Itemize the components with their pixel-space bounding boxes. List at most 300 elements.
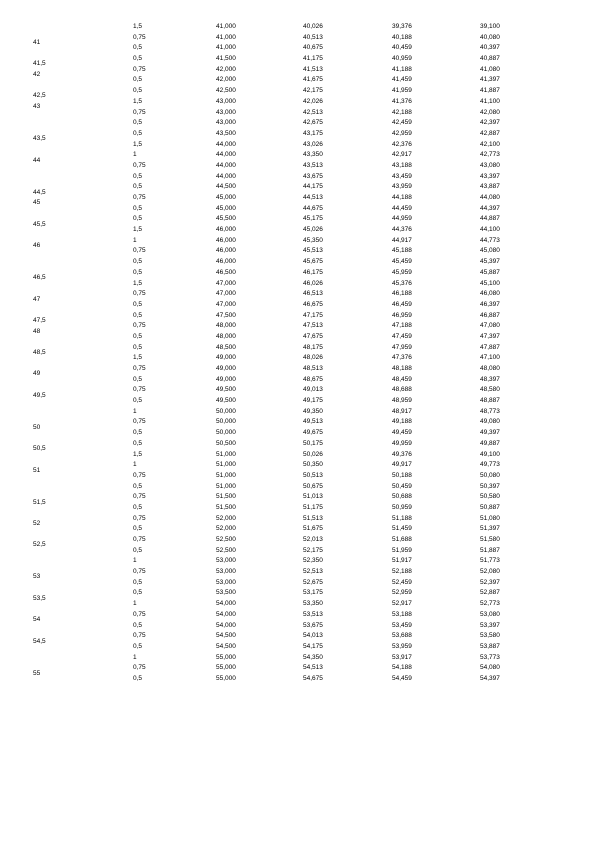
major-diameter-cell: 43,000 bbox=[216, 119, 236, 127]
pitch-cell: 0,5 bbox=[133, 300, 143, 308]
major-diameter-cell: 47,000 bbox=[216, 300, 236, 308]
minor-diameter-a-cell: 45,188 bbox=[392, 247, 412, 255]
pitch-diameter-cell: 54,675 bbox=[303, 674, 323, 682]
table-row bbox=[0, 279, 595, 290]
minor-diameter-a-cell: 46,188 bbox=[392, 290, 412, 298]
minor-diameter-b-cell: 42,080 bbox=[480, 108, 500, 116]
minor-diameter-a-cell: 41,188 bbox=[392, 65, 412, 73]
minor-diameter-b-cell: 54,397 bbox=[480, 674, 500, 682]
nominal-diameter-cell: 50,5 bbox=[33, 445, 46, 453]
nominal-diameter-cell: 53,5 bbox=[33, 594, 46, 602]
pitch-cell: 0,5 bbox=[133, 674, 143, 682]
minor-diameter-b-cell: 44,080 bbox=[480, 194, 500, 201]
minor-diameter-b-cell: 48,397 bbox=[480, 375, 500, 383]
minor-diameter-b-cell: 53,397 bbox=[480, 621, 500, 629]
pitch-cell: 0,5 bbox=[133, 215, 143, 223]
minor-diameter-b-cell: 46,397 bbox=[480, 300, 500, 308]
pitch-cell: 1,5 bbox=[133, 354, 143, 362]
major-diameter-cell: 46,000 bbox=[216, 258, 236, 266]
pitch-cell: 0,75 bbox=[133, 386, 146, 394]
table-row bbox=[0, 33, 595, 47]
minor-diameter-b-cell: 41,100 bbox=[480, 97, 500, 105]
pitch-cell: 0,75 bbox=[133, 290, 146, 298]
pitch-cell: 0,75 bbox=[133, 65, 146, 73]
table-row bbox=[0, 257, 595, 268]
pitch-diameter-cell: 42,513 bbox=[303, 108, 323, 116]
minor-diameter-a-cell: 49,376 bbox=[392, 450, 412, 458]
minor-diameter-a-cell: 54,459 bbox=[392, 674, 412, 682]
nominal-diameter-cell: 45 bbox=[33, 199, 41, 207]
pitch-diameter-cell: 40,513 bbox=[303, 33, 323, 41]
table-row bbox=[0, 385, 595, 399]
table-row bbox=[0, 450, 595, 461]
pitch-diameter-cell: 44,513 bbox=[303, 194, 323, 201]
minor-diameter-b-cell: 48,887 bbox=[480, 397, 500, 405]
major-diameter-cell: 49,500 bbox=[216, 386, 236, 394]
minor-diameter-b-cell: 53,773 bbox=[480, 653, 500, 661]
pitch-diameter-cell: 54,013 bbox=[303, 632, 323, 640]
pitch-cell: 0,75 bbox=[133, 514, 146, 522]
table-row bbox=[0, 535, 595, 549]
pitch-diameter-cell: 49,013 bbox=[303, 386, 323, 394]
pitch-diameter-cell: 44,675 bbox=[303, 204, 323, 212]
pitch-diameter-cell: 52,175 bbox=[303, 546, 323, 554]
table-row bbox=[0, 182, 595, 196]
pitch-cell: 0,5 bbox=[133, 129, 143, 137]
pitch-cell: 0,75 bbox=[133, 536, 146, 543]
pitch-diameter-cell: 48,175 bbox=[303, 343, 323, 351]
pitch-cell: 0,5 bbox=[133, 55, 143, 63]
table-row bbox=[0, 343, 595, 354]
pitch-cell: 0,5 bbox=[133, 589, 143, 597]
pitch-cell: 0,5 bbox=[133, 482, 143, 490]
major-diameter-cell: 42,000 bbox=[216, 65, 236, 73]
nominal-diameter-cell: 53 bbox=[33, 573, 41, 581]
minor-diameter-a-cell: 53,959 bbox=[392, 642, 412, 650]
table-row bbox=[0, 631, 595, 645]
major-diameter-cell: 55,000 bbox=[216, 664, 236, 672]
minor-diameter-b-cell: 47,100 bbox=[480, 354, 500, 362]
nominal-diameter-cell: 43 bbox=[33, 103, 41, 111]
table-row bbox=[0, 97, 595, 111]
minor-diameter-a-cell: 40,459 bbox=[392, 44, 412, 52]
pitch-diameter-cell: 50,350 bbox=[303, 461, 323, 469]
table-row bbox=[0, 236, 595, 250]
table-row bbox=[0, 22, 595, 33]
major-diameter-cell: 48,500 bbox=[216, 343, 236, 351]
table-row bbox=[0, 332, 595, 343]
major-diameter-cell: 53,500 bbox=[216, 589, 236, 597]
minor-diameter-a-cell: 44,188 bbox=[392, 194, 412, 201]
minor-diameter-a-cell: 51,917 bbox=[392, 557, 412, 565]
pitch-cell: 0,5 bbox=[133, 87, 143, 95]
major-diameter-cell: 51,500 bbox=[216, 493, 236, 501]
table-row bbox=[0, 140, 595, 151]
minor-diameter-b-cell: 41,887 bbox=[480, 87, 500, 95]
minor-diameter-a-cell: 41,376 bbox=[392, 97, 412, 105]
pitch-diameter-cell: 42,675 bbox=[303, 119, 323, 127]
table-row bbox=[0, 129, 595, 143]
major-diameter-cell: 42,000 bbox=[216, 76, 236, 84]
major-diameter-cell: 41,000 bbox=[216, 33, 236, 41]
pitch-cell: 0,5 bbox=[133, 44, 143, 52]
table-row bbox=[0, 578, 595, 589]
major-diameter-cell: 55,000 bbox=[216, 674, 236, 682]
pitch-cell: 1 bbox=[133, 236, 137, 244]
minor-diameter-a-cell: 44,459 bbox=[392, 204, 412, 212]
pitch-cell: 0,75 bbox=[133, 33, 146, 41]
table-row bbox=[0, 118, 595, 129]
major-diameter-cell: 45,500 bbox=[216, 215, 236, 223]
minor-diameter-a-cell: 45,959 bbox=[392, 268, 412, 276]
minor-diameter-a-cell: 48,459 bbox=[392, 375, 412, 383]
minor-diameter-b-cell: 48,773 bbox=[480, 407, 500, 415]
minor-diameter-b-cell: 53,080 bbox=[480, 610, 500, 618]
pitch-diameter-cell: 47,175 bbox=[303, 311, 323, 319]
minor-diameter-b-cell: 44,887 bbox=[480, 215, 500, 223]
table-row bbox=[0, 54, 595, 68]
major-diameter-cell: 52,500 bbox=[216, 546, 236, 554]
table-row bbox=[0, 364, 595, 378]
major-diameter-cell: 51,000 bbox=[216, 471, 236, 479]
pitch-cell: 1,5 bbox=[133, 279, 143, 287]
minor-diameter-b-cell: 48,580 bbox=[480, 386, 500, 394]
minor-diameter-b-cell: 50,887 bbox=[480, 503, 500, 511]
nominal-diameter-cell: 51 bbox=[33, 466, 41, 474]
pitch-cell: 1,5 bbox=[133, 97, 143, 105]
pitch-diameter-cell: 53,675 bbox=[303, 621, 323, 629]
table-row bbox=[0, 610, 595, 624]
nominal-diameter-cell: 43,5 bbox=[33, 135, 46, 143]
table-row bbox=[0, 674, 595, 685]
minor-diameter-b-cell: 41,080 bbox=[480, 65, 500, 73]
pitch-diameter-cell: 54,513 bbox=[303, 664, 323, 672]
table-row bbox=[0, 311, 595, 322]
pitch-diameter-cell: 51,013 bbox=[303, 493, 323, 501]
pitch-cell: 1,5 bbox=[133, 140, 143, 148]
pitch-diameter-cell: 52,013 bbox=[303, 536, 323, 543]
minor-diameter-a-cell: 49,959 bbox=[392, 439, 412, 447]
pitch-diameter-cell: 43,026 bbox=[303, 140, 323, 148]
pitch-diameter-cell: 41,175 bbox=[303, 55, 323, 63]
table-row bbox=[0, 642, 595, 653]
minor-diameter-b-cell: 39,100 bbox=[480, 23, 500, 30]
minor-diameter-a-cell: 51,959 bbox=[392, 546, 412, 554]
table-row bbox=[0, 75, 595, 86]
pitch-diameter-cell: 48,675 bbox=[303, 375, 323, 383]
minor-diameter-b-cell: 51,580 bbox=[480, 536, 500, 543]
major-diameter-cell: 46,500 bbox=[216, 268, 236, 276]
minor-diameter-b-cell: 44,397 bbox=[480, 204, 500, 212]
minor-diameter-b-cell: 43,887 bbox=[480, 183, 500, 191]
pitch-diameter-cell: 46,675 bbox=[303, 300, 323, 308]
nominal-diameter-cell: 54,5 bbox=[33, 637, 46, 645]
pitch-cell: 0,5 bbox=[133, 268, 143, 276]
pitch-cell: 0,5 bbox=[133, 119, 143, 127]
minor-diameter-b-cell: 45,080 bbox=[480, 247, 500, 255]
table-row bbox=[0, 556, 595, 567]
pitch-diameter-cell: 45,026 bbox=[303, 226, 323, 234]
minor-diameter-a-cell: 50,959 bbox=[392, 503, 412, 511]
major-diameter-cell: 41,000 bbox=[216, 44, 236, 52]
minor-diameter-b-cell: 53,580 bbox=[480, 632, 500, 640]
minor-diameter-a-cell: 49,188 bbox=[392, 418, 412, 426]
major-diameter-cell: 41,500 bbox=[216, 55, 236, 63]
pitch-cell: 0,5 bbox=[133, 76, 143, 84]
minor-diameter-a-cell: 48,917 bbox=[392, 407, 412, 415]
minor-diameter-a-cell: 47,376 bbox=[392, 354, 412, 362]
table-row bbox=[0, 246, 595, 257]
pitch-diameter-cell: 49,675 bbox=[303, 429, 323, 437]
nominal-diameter-cell: 47,5 bbox=[33, 316, 46, 324]
major-diameter-cell: 49,000 bbox=[216, 354, 236, 362]
pitch-diameter-cell: 52,675 bbox=[303, 578, 323, 586]
pitch-cell: 1,5 bbox=[133, 23, 143, 30]
pitch-cell: 1 bbox=[133, 151, 137, 159]
minor-diameter-b-cell: 52,397 bbox=[480, 578, 500, 586]
major-diameter-cell: 53,000 bbox=[216, 578, 236, 586]
pitch-cell: 0,75 bbox=[133, 108, 146, 116]
minor-diameter-a-cell: 53,459 bbox=[392, 621, 412, 629]
pitch-cell: 0,75 bbox=[133, 194, 146, 201]
major-diameter-cell: 44,000 bbox=[216, 140, 236, 148]
table-row bbox=[0, 503, 595, 514]
minor-diameter-b-cell: 47,887 bbox=[480, 343, 500, 351]
pitch-diameter-cell: 49,350 bbox=[303, 407, 323, 415]
pitch-cell: 0,5 bbox=[133, 258, 143, 266]
minor-diameter-a-cell: 50,459 bbox=[392, 482, 412, 490]
table-row bbox=[0, 417, 595, 431]
major-diameter-cell: 50,000 bbox=[216, 429, 236, 437]
table-row bbox=[0, 653, 595, 664]
table-row bbox=[0, 407, 595, 418]
minor-diameter-a-cell: 42,188 bbox=[392, 108, 412, 116]
minor-diameter-a-cell: 53,188 bbox=[392, 610, 412, 618]
pitch-cell: 0,5 bbox=[133, 172, 143, 180]
pitch-cell: 0,5 bbox=[133, 578, 143, 586]
pitch-diameter-cell: 52,350 bbox=[303, 557, 323, 565]
major-diameter-cell: 44,000 bbox=[216, 151, 236, 159]
pitch-cell: 1 bbox=[133, 461, 137, 469]
nominal-diameter-cell: 41,5 bbox=[33, 60, 46, 68]
pitch-cell: 1,5 bbox=[133, 450, 143, 458]
pitch-cell: 0,5 bbox=[133, 525, 143, 533]
table-row bbox=[0, 268, 595, 282]
minor-diameter-b-cell: 42,887 bbox=[480, 129, 500, 137]
minor-diameter-a-cell: 43,459 bbox=[392, 172, 412, 180]
minor-diameter-a-cell: 43,188 bbox=[392, 161, 412, 169]
major-diameter-cell: 45,000 bbox=[216, 204, 236, 212]
minor-diameter-b-cell: 40,397 bbox=[480, 44, 500, 52]
major-diameter-cell: 43,500 bbox=[216, 129, 236, 137]
pitch-diameter-cell: 45,675 bbox=[303, 258, 323, 266]
table-row bbox=[0, 375, 595, 386]
pitch-diameter-cell: 40,675 bbox=[303, 44, 323, 52]
minor-diameter-b-cell: 41,397 bbox=[480, 76, 500, 84]
table-row bbox=[0, 172, 595, 183]
minor-diameter-a-cell: 45,459 bbox=[392, 258, 412, 266]
pitch-cell: 0,75 bbox=[133, 247, 146, 255]
pitch-cell: 0,5 bbox=[133, 503, 143, 511]
minor-diameter-b-cell: 53,887 bbox=[480, 642, 500, 650]
table-row bbox=[0, 43, 595, 54]
minor-diameter-b-cell: 42,773 bbox=[480, 151, 500, 159]
minor-diameter-a-cell: 49,459 bbox=[392, 429, 412, 437]
pitch-cell: 1,5 bbox=[133, 226, 143, 234]
pitch-diameter-cell: 42,026 bbox=[303, 97, 323, 105]
minor-diameter-a-cell: 47,959 bbox=[392, 343, 412, 351]
pitch-cell: 0,75 bbox=[133, 418, 146, 426]
pitch-cell: 0,5 bbox=[133, 343, 143, 351]
nominal-diameter-cell: 52,5 bbox=[33, 541, 46, 549]
major-diameter-cell: 46,000 bbox=[216, 236, 236, 244]
minor-diameter-b-cell: 50,580 bbox=[480, 493, 500, 501]
pitch-diameter-cell: 54,350 bbox=[303, 653, 323, 661]
major-diameter-cell: 46,000 bbox=[216, 226, 236, 234]
major-diameter-cell: 49,000 bbox=[216, 375, 236, 383]
minor-diameter-a-cell: 42,959 bbox=[392, 129, 412, 137]
major-diameter-cell: 50,000 bbox=[216, 418, 236, 426]
pitch-diameter-cell: 46,513 bbox=[303, 290, 323, 298]
minor-diameter-b-cell: 46,080 bbox=[480, 290, 500, 298]
pitch-cell: 0,5 bbox=[133, 332, 143, 340]
minor-diameter-b-cell: 49,100 bbox=[480, 450, 500, 458]
minor-diameter-b-cell: 47,080 bbox=[480, 322, 500, 330]
minor-diameter-a-cell: 52,188 bbox=[392, 568, 412, 576]
pitch-diameter-cell: 53,350 bbox=[303, 600, 323, 608]
minor-diameter-a-cell: 52,917 bbox=[392, 600, 412, 608]
table-row bbox=[0, 567, 595, 581]
minor-diameter-a-cell: 43,959 bbox=[392, 183, 412, 191]
minor-diameter-b-cell: 49,887 bbox=[480, 439, 500, 447]
minor-diameter-a-cell: 45,376 bbox=[392, 279, 412, 287]
table-row bbox=[0, 621, 595, 632]
minor-diameter-a-cell: 53,688 bbox=[392, 632, 412, 640]
pitch-diameter-cell: 41,513 bbox=[303, 65, 323, 73]
table-row bbox=[0, 86, 595, 100]
pitch-diameter-cell: 51,175 bbox=[303, 503, 323, 511]
pitch-diameter-cell: 47,513 bbox=[303, 322, 323, 330]
pitch-cell: 0,5 bbox=[133, 621, 143, 629]
minor-diameter-b-cell: 51,080 bbox=[480, 514, 500, 522]
nominal-diameter-cell: 47 bbox=[33, 295, 41, 303]
major-diameter-cell: 52,000 bbox=[216, 525, 236, 533]
table-row bbox=[0, 321, 595, 335]
pitch-diameter-cell: 43,350 bbox=[303, 151, 323, 159]
pitch-diameter-cell: 49,513 bbox=[303, 418, 323, 426]
table-row bbox=[0, 482, 595, 493]
minor-diameter-a-cell: 39,376 bbox=[392, 23, 412, 30]
pitch-diameter-cell: 43,175 bbox=[303, 129, 323, 137]
pitch-cell: 0,75 bbox=[133, 632, 146, 640]
pitch-diameter-cell: 48,026 bbox=[303, 354, 323, 362]
pitch-cell: 0,5 bbox=[133, 546, 143, 554]
table-row bbox=[0, 546, 595, 557]
nominal-diameter-cell: 54 bbox=[33, 616, 41, 624]
pitch-diameter-cell: 45,513 bbox=[303, 247, 323, 255]
nominal-diameter-cell: 49,5 bbox=[33, 391, 46, 399]
minor-diameter-b-cell: 52,773 bbox=[480, 600, 500, 608]
major-diameter-cell: 47,000 bbox=[216, 279, 236, 287]
pitch-cell: 0,75 bbox=[133, 568, 146, 576]
nominal-diameter-cell: 52 bbox=[33, 519, 41, 527]
table-row bbox=[0, 204, 595, 215]
major-diameter-cell: 52,500 bbox=[216, 536, 236, 543]
minor-diameter-b-cell: 42,397 bbox=[480, 119, 500, 127]
pitch-diameter-cell: 51,513 bbox=[303, 514, 323, 522]
minor-diameter-b-cell: 46,887 bbox=[480, 311, 500, 319]
major-diameter-cell: 51,000 bbox=[216, 450, 236, 458]
pitch-cell: 0,75 bbox=[133, 610, 146, 618]
major-diameter-cell: 54,000 bbox=[216, 621, 236, 629]
pitch-diameter-cell: 42,175 bbox=[303, 87, 323, 95]
minor-diameter-a-cell: 51,688 bbox=[392, 536, 412, 543]
nominal-diameter-cell: 51,5 bbox=[33, 498, 46, 506]
minor-diameter-a-cell: 46,459 bbox=[392, 300, 412, 308]
major-diameter-cell: 43,000 bbox=[216, 108, 236, 116]
minor-diameter-a-cell: 42,459 bbox=[392, 119, 412, 127]
table-row bbox=[0, 439, 595, 453]
table-row bbox=[0, 471, 595, 482]
minor-diameter-b-cell: 48,080 bbox=[480, 365, 500, 372]
pitch-cell: 0,5 bbox=[133, 204, 143, 212]
minor-diameter-b-cell: 52,080 bbox=[480, 568, 500, 576]
minor-diameter-b-cell: 44,100 bbox=[480, 226, 500, 234]
minor-diameter-b-cell: 43,397 bbox=[480, 172, 500, 180]
minor-diameter-b-cell: 42,100 bbox=[480, 140, 500, 148]
pitch-cell: 0,5 bbox=[133, 439, 143, 447]
major-diameter-cell: 51,500 bbox=[216, 503, 236, 511]
minor-diameter-b-cell: 50,397 bbox=[480, 482, 500, 490]
pitch-cell: 0,75 bbox=[133, 664, 146, 672]
nominal-diameter-cell: 45,5 bbox=[33, 220, 46, 228]
minor-diameter-a-cell: 44,959 bbox=[392, 215, 412, 223]
minor-diameter-a-cell: 50,688 bbox=[392, 493, 412, 501]
pitch-diameter-cell: 50,513 bbox=[303, 471, 323, 479]
nominal-diameter-cell: 41 bbox=[33, 39, 41, 47]
nominal-diameter-cell: 46 bbox=[33, 242, 41, 250]
major-diameter-cell: 42,500 bbox=[216, 87, 236, 95]
table-row bbox=[0, 214, 595, 228]
pitch-diameter-cell: 51,675 bbox=[303, 525, 323, 533]
minor-diameter-b-cell: 47,397 bbox=[480, 332, 500, 340]
nominal-diameter-cell: 42,5 bbox=[33, 92, 46, 100]
major-diameter-cell: 49,000 bbox=[216, 365, 236, 372]
minor-diameter-a-cell: 48,959 bbox=[392, 397, 412, 405]
pitch-diameter-cell: 54,175 bbox=[303, 642, 323, 650]
major-diameter-cell: 44,500 bbox=[216, 183, 236, 191]
minor-diameter-b-cell: 45,397 bbox=[480, 258, 500, 266]
pitch-cell: 1 bbox=[133, 407, 137, 415]
minor-diameter-a-cell: 53,917 bbox=[392, 653, 412, 661]
table-row bbox=[0, 514, 595, 525]
nominal-diameter-cell: 50 bbox=[33, 423, 41, 431]
major-diameter-cell: 55,000 bbox=[216, 653, 236, 661]
major-diameter-cell: 41,000 bbox=[216, 23, 236, 30]
minor-diameter-b-cell: 49,080 bbox=[480, 418, 500, 426]
thread-dimension-table bbox=[0, 22, 595, 685]
pitch-diameter-cell: 43,675 bbox=[303, 172, 323, 180]
table-row bbox=[0, 108, 595, 119]
pitch-diameter-cell: 47,675 bbox=[303, 332, 323, 340]
pitch-cell: 1 bbox=[133, 653, 137, 661]
pitch-diameter-cell: 43,513 bbox=[303, 161, 323, 169]
major-diameter-cell: 44,000 bbox=[216, 172, 236, 180]
major-diameter-cell: 45,000 bbox=[216, 194, 236, 201]
table-row bbox=[0, 150, 595, 164]
major-diameter-cell: 54,500 bbox=[216, 632, 236, 640]
major-diameter-cell: 50,000 bbox=[216, 407, 236, 415]
